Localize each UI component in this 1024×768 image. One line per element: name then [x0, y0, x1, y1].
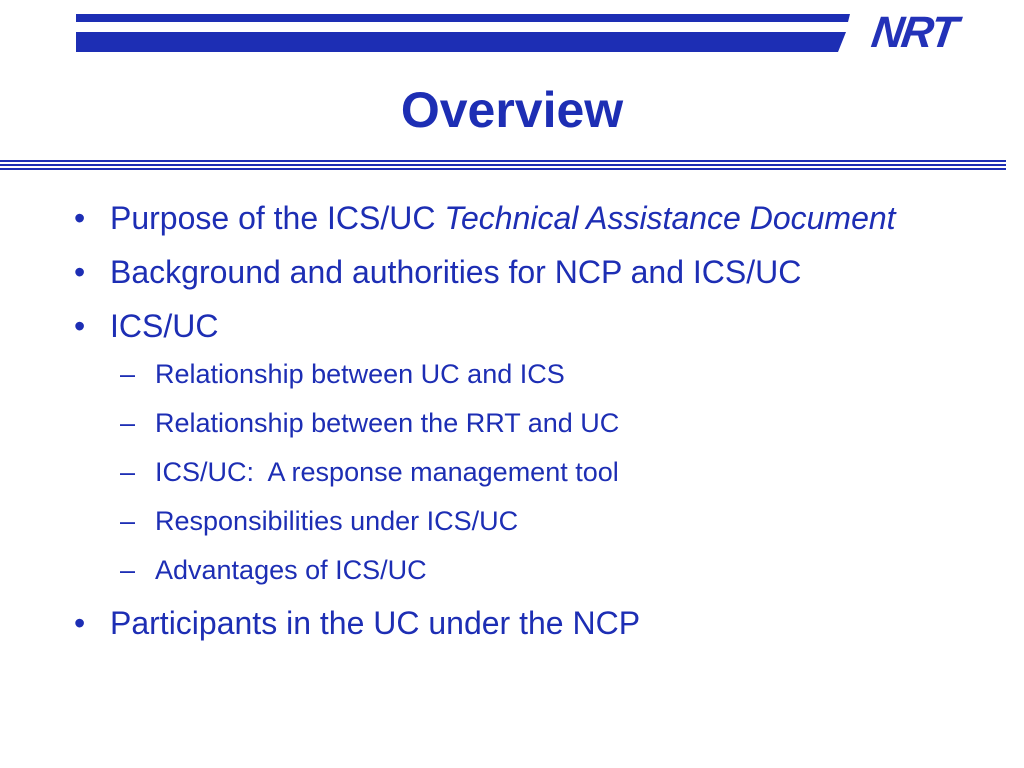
sub-bullet-marker: – — [120, 359, 136, 389]
bullet-marker: • — [74, 254, 86, 290]
bullet-marker: • — [74, 200, 86, 236]
sub-bullet-marker: – — [120, 408, 136, 438]
sub-bullet-text: Relationship between UC and ICS — [155, 359, 565, 389]
sub-bullet-text: Relationship between the RRT and UC — [155, 408, 620, 438]
title-divider — [0, 157, 1024, 173]
bullet-item-purpose — [70, 195, 1000, 241]
sub-bullet-item — [70, 404, 1000, 442]
sub-bullet-text: ICS/UC: A response management tool — [155, 457, 619, 487]
bullet-text: Background and authorities for NCP and ICS/UC — [110, 254, 802, 290]
sub-bullet-item — [70, 551, 1000, 589]
sub-bullet-item — [70, 355, 1000, 393]
nrt-logo: NRT — [868, 8, 960, 57]
sub-bullet-text: Responsibilities under ICS/UC — [155, 506, 519, 536]
sub-bullet-marker: – — [120, 457, 136, 487]
sub-bullet-marker: – — [120, 555, 136, 585]
bullet-marker: • — [74, 308, 86, 344]
sub-bullet-list — [70, 355, 1000, 589]
bullet-item-participants — [70, 600, 1000, 646]
bullet-list — [70, 195, 1000, 654]
sub-bullet-text: Advantages of ICS/UC — [155, 555, 427, 585]
bullet-item-background — [70, 249, 1000, 295]
bullet-text: ICS/UC — [110, 308, 219, 344]
sub-bullet-item — [70, 502, 1000, 540]
bullet-text-italic: Technical Assistance Document — [444, 200, 896, 236]
slide-title: Overview — [400, 82, 624, 138]
bullet-text: Participants in the UC under the NCP — [110, 605, 641, 641]
sub-bullet-item — [70, 453, 1000, 491]
bullet-text: Purpose of the ICS/UC — [110, 200, 445, 236]
bullet-item-ics-uc — [70, 303, 1000, 349]
bullet-marker: • — [74, 605, 86, 641]
sub-bullet-marker: – — [120, 506, 136, 536]
